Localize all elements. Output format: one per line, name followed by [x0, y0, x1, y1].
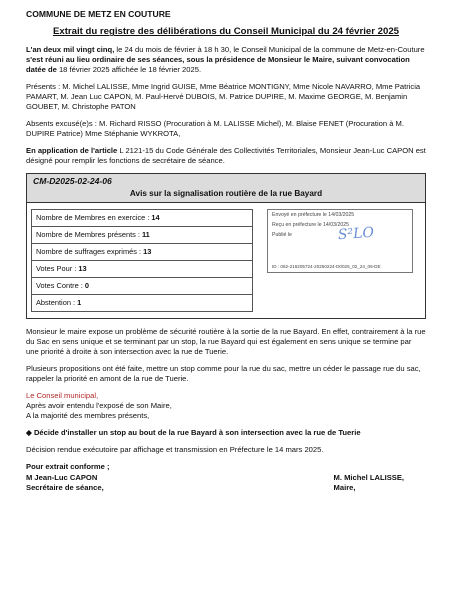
stamp-published: Publié le [272, 232, 292, 239]
signature-left [26, 473, 104, 493]
signature-block [26, 473, 426, 493]
proposals-paragraph: Plusieurs propositions ont été faite, mettre un stop comme pour la rue du sac, mettre un céder le passage rue du sac, rappeler la priorité en amont de la rue de Tuerie. [26, 364, 421, 384]
prefecture-stamp [267, 209, 413, 273]
certified-line: Pour extrait conforme ; [26, 462, 110, 472]
deliberation-header [27, 174, 425, 203]
deliberation-body [27, 203, 425, 318]
bullet-icon: ◆ [26, 428, 34, 438]
count-value: 0 [84, 281, 90, 291]
count-row [32, 227, 253, 244]
vote-counts-table [31, 209, 253, 312]
slo-signature-logo: S²LO [337, 225, 375, 244]
count-value: 11 [141, 230, 150, 240]
count-label: Abstention : [36, 298, 78, 308]
intro-bold: L'an deux mil vingt cinq, [26, 45, 115, 54]
left-role: Secrétaire de séance, [26, 482, 104, 492]
count-label: Votes Pour : [36, 264, 79, 274]
deliberation-box [26, 173, 426, 319]
deliberation-number: CM-D2025-02-24-06 [33, 176, 112, 187]
secretary-text: L 2121-15 du Code Générale des Collectivités Territoriales, Monsieur Jean-Luc CAPON est désigné pour remplir les fonctions de secrétaire de séance. [26, 146, 426, 166]
executory-paragraph: Décision rendue exécutoire par affichage et transmission en Préfecture le 14 mars 2025. [26, 445, 324, 455]
presents-paragraph: Présents : M. Michel LALISSE, Mme Ingrid GUISE, Mme Béatrice MONTIGNY, Mme Nicole NAVARRO, Mme Patricia PAMART, M. Jean Luc CAPON, M. Paul-Hervé DUBOIS, M. Patrice DUPIRE, M. Maxime GEORGE, M. Benjamin GOUBET, M. Christophe PATON [26, 82, 421, 112]
count-label: Nombre de Membres en exercice : [36, 213, 152, 223]
count-row [32, 261, 253, 278]
council-block [26, 391, 426, 421]
signature-right [334, 473, 404, 493]
commune-name: COMMUNE DE METZ EN COUTURE [26, 9, 171, 19]
decision-paragraph [26, 428, 426, 438]
count-value: 13 [143, 247, 152, 257]
absents-paragraph: Absents excusé(e)s : M. Richard RISSO (Procuration à M. LALISSE Michel), M. Blaise FENET (Procuration à M. DUPIRE Patrice) Mme Stéphanie WYKROTA, [26, 119, 404, 139]
secretary-paragraph [26, 146, 426, 166]
intro-text: le 24 du mois de février à 18 h 30, le Conseil Municipal de la commune de Metz-en-Couture [114, 45, 425, 54]
stamp-sent: Envoyé en préfecture le 14/03/2025 [272, 212, 355, 219]
count-row [32, 278, 253, 295]
intro-date: 18 février 2025 affichée le 18 février 2025. [58, 65, 202, 75]
deliberation-subject: Avis sur la signalisation routière de la rue Bayard [129, 188, 323, 198]
document-title: Extrait du registre des délibérations du Conseil Municipal du 24 février 2025 [52, 26, 399, 38]
count-value: 14 [151, 213, 160, 223]
secretary-bold: En application de l'article [26, 146, 118, 156]
count-value: 13 [78, 264, 87, 274]
heard-line: Après avoir entendu l'exposé de son Maire, [26, 401, 172, 411]
right-name: M. Michel LALISSE, [333, 472, 404, 482]
intro-paragraph [26, 45, 426, 75]
left-name: M Jean-Luc CAPON [26, 472, 98, 482]
count-row [32, 295, 253, 312]
count-label: Nombre de Membres présents : [36, 230, 142, 240]
intro-bold-2: s'est réuni au lieu ordinaire de ses séances, sous la présidence de Monsieur le Maire, suivant convocation datée de [26, 55, 410, 75]
count-label: Votes Contre : [36, 281, 85, 291]
decision-text: Décide d'installer un stop au bout de la rue Bayard à son intersection avec la rue de Tuerie [33, 428, 361, 438]
document-page [26, 9, 426, 493]
count-row [32, 210, 253, 227]
stamp-id: ID : 062-216205724-20250224-D0025_02_24_06-DE [272, 264, 381, 270]
exposition-paragraph: Monsieur le maire expose un problème de sécurité routière à la sortie de la rue Bayard. En effet, contrairement à la rue du Sac en sens unique et se terminant par un stop, la rue Bayard qui est également en sens unique se termine par une priorité à droite à son intersection avec la rue de Tuerie. [26, 327, 426, 357]
count-row [32, 244, 253, 261]
count-label: Nombre de suffrages exprimés : [36, 247, 144, 257]
right-role: Maire, [333, 482, 356, 492]
count-value: 1 [77, 298, 82, 308]
majority-line: A la majorité des membres présents, [26, 411, 150, 421]
stamp-received: Reçu en préfecture le 14/03/2025 [272, 222, 350, 229]
council-line: Le Conseil municipal, [26, 391, 99, 401]
